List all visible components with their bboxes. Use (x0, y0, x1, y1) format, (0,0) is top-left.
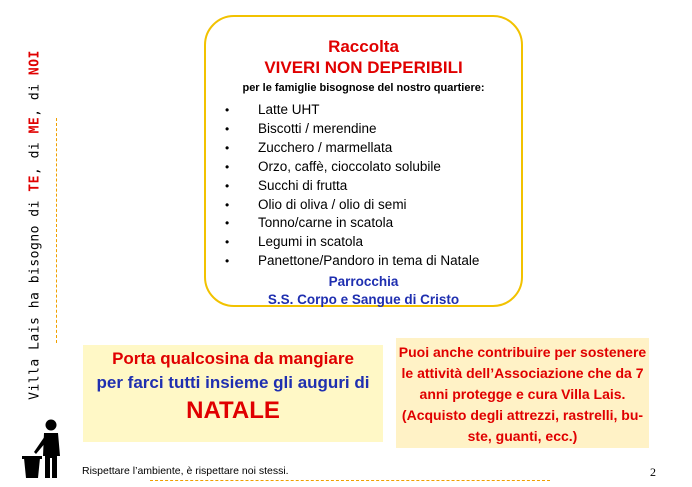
list-item-text: Biscotti / merendine (258, 120, 377, 136)
contribute-line: anni protegge e cura Villa Lais. (419, 386, 626, 402)
slogan-part-2: , di (27, 133, 43, 176)
bullet-icon: • (225, 121, 230, 136)
bullet-icon: • (225, 103, 230, 117)
list-item-text: Orzo, caffè, cioccolato solubile (258, 158, 441, 174)
side-slogan (18, 50, 52, 400)
bullet-icon: • (225, 254, 230, 269)
list-item-text: Legumi in scatola (258, 234, 364, 250)
list-item-text: Latte UHT (258, 102, 320, 117)
parish-label: Parrocchia (328, 274, 399, 290)
list-item (206, 158, 521, 177)
contribute-line: Puoi anche contribuire per sostenere (398, 344, 647, 360)
side-slogan-text (28, 50, 43, 400)
collection-box (204, 15, 523, 307)
contribute-line: (Acquisto degli attrezzi, rastrelli, bu- (401, 407, 644, 423)
list-item (206, 196, 521, 215)
list-item-text: Olio di oliva / olio di semi (258, 196, 407, 212)
list-item (206, 233, 521, 252)
bring-food-line-2: per farci tutti insieme gli auguri di (96, 373, 370, 392)
bullet-icon: • (225, 197, 230, 212)
list-item-text: Tonno/carne in scatola (258, 215, 394, 231)
bullet-icon: • (225, 216, 230, 231)
bullet-icon: • (225, 178, 230, 193)
footer-note: Rispettare l’ambiente, è rispettare noi stessi. (82, 465, 289, 477)
slogan-me: ME (27, 116, 43, 134)
list-item (206, 139, 521, 158)
list-item-text: Panettone/Pandoro in tema di Natale (258, 253, 480, 269)
bullet-icon: • (225, 159, 230, 174)
bring-food-panel (83, 345, 383, 442)
bring-food-natale: NATALE (186, 397, 280, 424)
list-item (206, 101, 521, 120)
footer-divider (150, 480, 550, 481)
box-title-2: VIVERI NON DEPERIBILI (264, 58, 463, 77)
list-item (206, 120, 521, 139)
contribute-line: le attività dell’Associazione che da 7 (401, 365, 644, 381)
box-title-1: Raccolta (328, 37, 399, 56)
slogan-te: TE (27, 175, 43, 192)
parish-name: S.S. Corpo e Sangue di Cristo (267, 292, 460, 308)
page-number: 2 (650, 465, 656, 479)
list-item-text: Zucchero / marmellata (258, 139, 393, 155)
items-list (206, 101, 521, 271)
trash-person-icon (22, 418, 68, 480)
bullet-icon: • (225, 235, 230, 250)
slogan-part-3: , di (27, 75, 43, 117)
bullet-icon: • (225, 140, 230, 155)
contribute-line: ste, guanti, ecc.) (467, 428, 578, 444)
list-item (206, 214, 521, 233)
list-item (206, 177, 521, 196)
slogan-noi: NOI (27, 50, 43, 76)
box-subtitle: per le famiglie bisognose del nostro quartiere: (242, 82, 485, 94)
slogan-part-1: Villa Lais ha bisogno di (27, 191, 43, 400)
side-divider (56, 118, 57, 343)
list-item (206, 252, 521, 271)
bring-food-line-1: Porta qualcosina da mangiare (112, 349, 354, 368)
contribute-panel (396, 338, 649, 448)
list-item-text: Succhi di frutta (258, 177, 348, 193)
